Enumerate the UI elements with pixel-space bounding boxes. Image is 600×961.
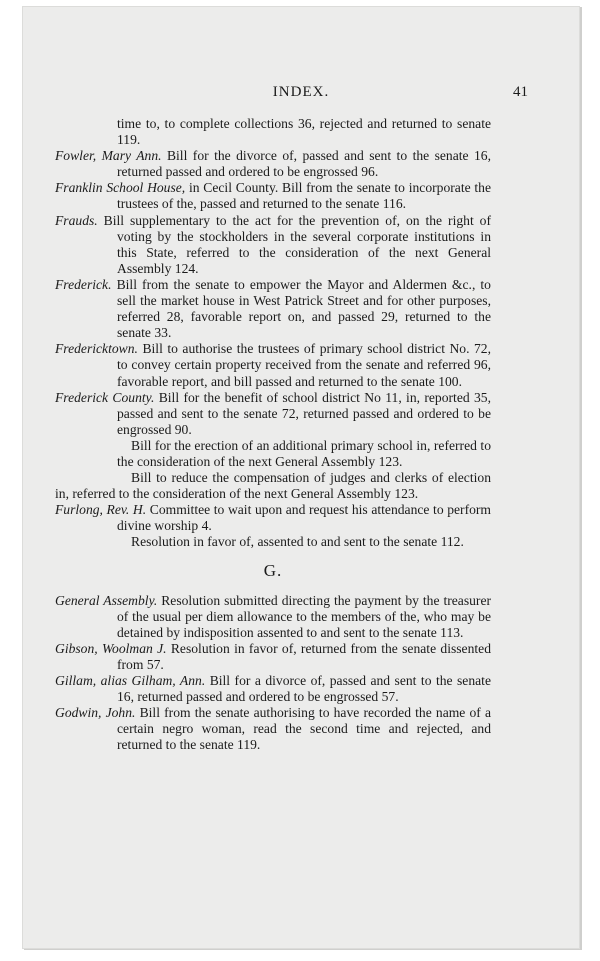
index-subentry [55, 438, 491, 470]
index-entry [55, 116, 491, 148]
entry-text: Bill from the senate to empower the Mayor and Aldermen &c., to sell the market house in West Patrick Street and for other purposes, referred 28, favorable report on, and passed 29, returned to the senate 33. [116, 276, 491, 341]
index-entry [55, 705, 491, 753]
entry-text: Bill for the erection of an additional primary school in, referred to the consideration of the next General Assembly 123. [117, 437, 491, 469]
entry-text: Bill to reduce the compensation of judges and clerks of election in, referred to the consideration of the next General Assembly 123. [55, 470, 491, 502]
page-number: 41 [513, 84, 528, 100]
index-entry [55, 502, 491, 534]
entry-head: Furlong, Rev. H. [55, 502, 147, 518]
entry-head: Frederick County. [55, 389, 155, 405]
entry-text: Bill for a divorce of, passed and sent to the senate 16, returned passed and ordered to be engrossed 57. [117, 673, 491, 705]
section-heading: G. [263, 560, 283, 580]
entry-head: Franklin School House, [55, 180, 186, 196]
entry-text: Resolution in favor of, returned from the senate dissented from 57. [117, 640, 491, 672]
page-title: INDEX. [272, 84, 330, 100]
entry-head: Gillam, alias Gilham, Ann. [55, 673, 206, 689]
index-entry [55, 277, 491, 341]
index-entry [55, 673, 491, 705]
entry-text: Resolution in favor of, assented to and sent to the senate 112. [131, 534, 464, 550]
entry-text: in Cecil County. Bill from the senate to incorporate the trustees of the, passed and returned to the senate 116. [117, 180, 491, 212]
entry-head: Frederick. [55, 276, 112, 292]
entry-head: Gibson, Woolman J. [55, 640, 167, 656]
index-entry [55, 641, 491, 673]
entry-text: Resolution submitted directing the payment by the treasurer of the usual per diem allowance to the members of the, who may be detained by indisposition assented to and sent to the senate 113. [117, 592, 492, 640]
entry-head: Fredericktown. [55, 341, 138, 357]
entry-head: Fowler, Mary Ann. [55, 148, 162, 164]
entry-text: time to, to complete collections 36, rejected and returned to senate 119. [117, 116, 491, 148]
index-subentry [55, 470, 491, 502]
index-entry [55, 180, 491, 212]
entry-head: Frauds. [55, 212, 98, 228]
entry-text: Bill to authorise the trustees of primary school district No. 72, to convey certain property received from the senate and referred 96, favorable report, and bill passed and returned to the senate 100. [117, 341, 491, 389]
page-header [22, 84, 580, 108]
entry-text: Bill from the senate authorising to have recorded the name of a certain negro woman, read the second time and rejected, and returned to the senate 119. [117, 705, 492, 753]
entry-head: General Assembly. [55, 592, 158, 608]
entry-text: Bill for the benefit of school district No 11, in, reported 35, passed and sent to the senate 72, returned passed and ordered to be engrossed 90. [117, 389, 491, 437]
index-entry [55, 148, 491, 180]
entry-text: Bill for the divorce of, passed and sent to the senate 16, returned passed and ordered to be engrossed 96. [117, 148, 491, 180]
entry-head: Godwin, John. [55, 705, 136, 721]
entry-text: Committee to wait upon and request his attendance to perform divine worship 4. [117, 502, 492, 534]
index-entry [55, 390, 491, 438]
index-entry [55, 593, 491, 641]
entry-text: Bill supplementary to the act for the prevention of, on the right of voting by the stockholders in the several corporate institutions in this State, referred to the consideration of the next General Assembly 124. [103, 212, 491, 276]
index-content [55, 116, 491, 754]
index-entry [55, 341, 491, 389]
index-subentry [55, 534, 491, 550]
index-entry [55, 213, 491, 277]
